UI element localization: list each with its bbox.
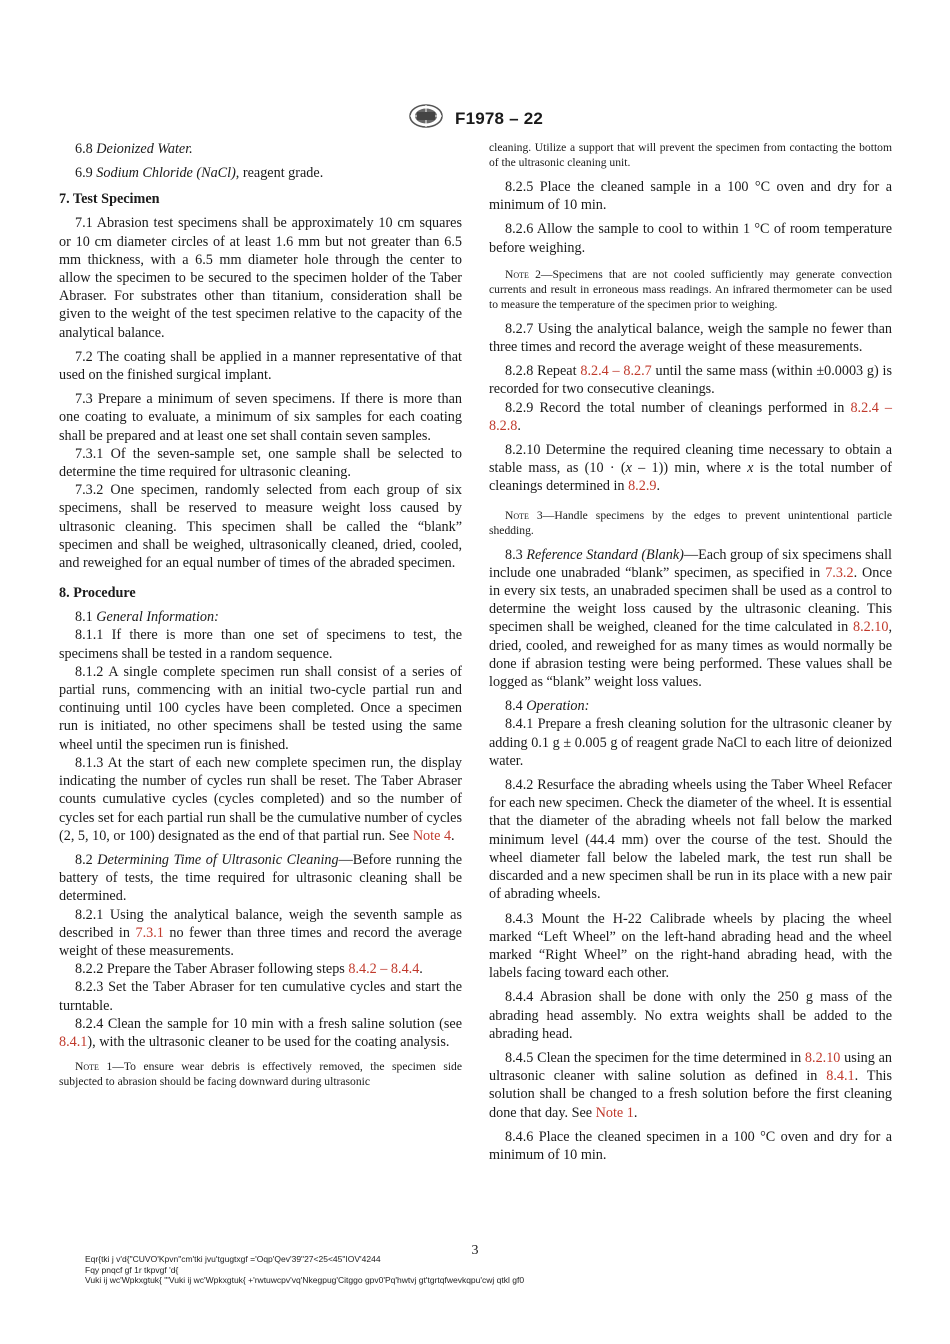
- para-7-2: 7.2 The coating shall be applied in a manner representative of that used on the finished surgical implant.: [59, 348, 462, 384]
- footer-line-1: Eqr{tki j v'd{"CUVO'Kpvn"cm'tki jvu'tgugtxgf ='Oqp'Qev'39"27<25<45"IOV'4244: [85, 1254, 381, 1264]
- para-8-2-3: 8.2.3 Set the Taber Abraser for ten cumulative cycles and start the turntable.: [59, 979, 462, 1014]
- para-8-3: 8.3 Reference Standard (Blank)—Each group of six specimens shall include one unabraded “blank” specimen, as specified in 7.3.2. Once in every six tests, an unabraded specimen shall be used as a control to determine the weight loss caused by the ultrasonic cleaning. This specimen shall be weighed, cleaned for the time calculated in 8.2.10, dried, cooled, and reweighed for as many times as would normally be done if abrasion testing were being performed. These values shall be logged as “blank” weight loss values.: [489, 546, 892, 691]
- para-8-2-5: 8.2.5 Place the cleaned sample in a 100 °C oven and dry for a minimum of 10 min.: [489, 179, 892, 214]
- license-footer: [85, 1254, 524, 1286]
- para-8-1-1: 8.1.1 If there is more than one set of specimens to test, the specimens shall be tested in a random sequence.: [59, 627, 462, 662]
- link-7-3-2[interactable]: 7.3.2: [825, 564, 854, 581]
- para-8-2-8: 8.2.8 Repeat 8.2.4 – 8.2.7 until the same mass (within ±0.0003 g) is recorded for two consecutive cleanings.: [489, 363, 892, 398]
- link-8-2-9[interactable]: 8.2.9: [628, 478, 657, 495]
- para-8-2-1: 8.2.1 Using the analytical balance, weigh the seventh sample as described in 7.3.1 no fewer than three times and record the average weight of these measurements.: [59, 906, 462, 959]
- para-8-2-9: 8.2.9 Record the total number of cleanings performed in 8.2.4 – 8.2.8.: [489, 399, 892, 434]
- link-7-3-1[interactable]: 7.3.1: [135, 924, 164, 941]
- section-8-heading: 8. Procedure: [59, 585, 136, 602]
- para-8-2-10: 8.2.10 Determine the required cleaning time necessary to obtain a stable mass, as (10 · (x – 1)) min, where x is the total number of cleanings determined in 8.2.9.: [489, 442, 892, 495]
- right-column: [489, 140, 892, 1164]
- link-8-2-4-8-2-7[interactable]: 8.2.4 – 8.2.7: [580, 363, 652, 380]
- link-8-4-2-8-4-4[interactable]: 8.4.2 – 8.4.4: [348, 961, 420, 978]
- footer-line-2: Fqy pnqcf gf 1r tkpvgf 'd{: [85, 1264, 179, 1275]
- para-8-4-4: 8.4.4 Abrasion shall be done with only the 250 g mass of the abrading head assembly. No extra weights shall be added to the abrading head.: [489, 989, 892, 1042]
- section-7-heading: 7. Test Specimen: [59, 191, 160, 208]
- para-8-2-2: 8.2.2 Prepare the Taber Abraser following steps 8.4.2 – 8.4.4.: [75, 961, 423, 978]
- note-1-continued: cleaning. Utilize a support that will prevent the specimen from contacting the bottom of the ultrasonic cleaning unit.: [489, 141, 892, 169]
- para-7-3: 7.3 Prepare a minimum of seven specimens. If there is more than one coating to evaluate, a minimum of six samples for each coating shall be prepared and at least one set shall contain seven samples.: [59, 391, 462, 444]
- para-8-4-2: 8.4.2 Resurface the abrading wheels using the Taber Wheel Refacer for each new specimen. Check the diameter of the wheel. It is essential that the diameter of the abrading wheels not fall below the marked minimum level (44.4 mm) over the course of the test. Should the wheel diameter fall below the labeled mark, the test run shall be discarded and a new specimen shall be run in its place with a new pair of abrading wheels.: [489, 777, 892, 903]
- note-1: Note 1—To ensure wear debris is effectively removed, the specimen side subjected to abrasion should be facing downward during ultrasonic: [59, 1060, 462, 1089]
- link-8-2-10[interactable]: 8.2.10: [852, 619, 889, 636]
- para-8-2: 8.2 Determining Time of Ultrasonic Cleaning—Before running the battery of tests, the time required for ultrasonic cleaning shall be determined.: [59, 851, 462, 905]
- para-8-1-3: 8.1.3 At the start of each new complete specimen run, the display indicating the number of cycles run shall be reset. The Taber Abraser counts cumulative cycles (cycles completed) and so the number of cycles set for each partial run shall be the cumulative number of cycles (2, 5, 10, or 100) designated as the end of that partial run. See Note 4.: [59, 754, 462, 844]
- para-6-8: 6.8 Deionized Water.: [75, 141, 193, 157]
- para-8-1: 8.1 General Information:: [75, 609, 219, 626]
- para-8-1-2: 8.1.2 A single complete specimen run shall consist of a series of partial runs, commencing with an initial two-cycle partial run and continuing until 100 cycles have been completed. Once a specimen run is initiated, no other specimens shall be tested using the same wheel until the specimen run is finished.: [59, 663, 462, 753]
- para-8-4-6: 8.4.6 Place the cleaned specimen in a 100 °C oven and dry for a minimum of 10 min.: [489, 1128, 892, 1163]
- note-3: Note 3—Handle specimens by the edges to prevent unintentional particle shedding.: [489, 508, 892, 537]
- page-number: 3: [471, 1243, 479, 1258]
- footer-line-3: Vuki ij wc'Wpkxgtuk{ "'Vuki ij wc'Wpkxgtuk{ +'rwtuwcpv'vq'Nkegpug'Citggo gpv0'Pq'hwtvj gt'tgrtqfwevkqpu'cwj qtkl gf0: [85, 1275, 525, 1285]
- para-8-4-3: 8.4.3 Mount the H-22 Calibrade wheels by placing the wheel marked “Left Wheel” on the left-hand abrading head and the wheel marked “Right Wheel” on the right-hand abrading head, with the labels facing toward each other.: [489, 910, 892, 982]
- link-8-4-1-b[interactable]: 8.4.1: [826, 1068, 855, 1085]
- para-8-4: 8.4 Operation:: [505, 698, 590, 715]
- para-7-3-1: 7.3.1 Of the seven-sample set, one sample shall be selected to determine the time required for ultrasonic cleaning.: [59, 445, 462, 481]
- para-8-2-4: 8.2.4 Clean the sample for 10 min with a fresh saline solution (see 8.4.1), with the ultrasonic cleaner to be used for the coating analysis.: [59, 1015, 462, 1050]
- para-6-9: 6.9 Sodium Chloride (NaCl), reagent grade.: [75, 165, 324, 182]
- astm-logo-icon: [407, 103, 445, 134]
- para-8-2-7: 8.2.7 Using the analytical balance, weigh the sample no fewer than three times and record the average weight of these measurements.: [489, 320, 892, 356]
- para-8-4-1: 8.4.1 Prepare a fresh cleaning solution for the ultrasonic cleaner by adding 0.1 g ± 0.005 g of reagent grade NaCl to each litre of deionized water.: [489, 716, 892, 769]
- page-header: [0, 103, 950, 134]
- link-8-2-10-b[interactable]: 8.2.10: [804, 1049, 841, 1066]
- para-8-2-6: 8.2.6 Allow the sample to cool to within 1 °C of room temperature before weighing.: [489, 221, 892, 256]
- left-column: [59, 140, 462, 1089]
- para-8-4-5: 8.4.5 Clean the specimen for the time determined in 8.2.10 using an ultrasonic cleaner with saline solution as defined in 8.4.1. This solution shall be changed to a fresh solution before the first cleaning done that day. See Note 1.: [489, 1049, 893, 1121]
- link-8-2-4-8-2-8[interactable]: 8.2.4 – 8.2.8: [489, 399, 892, 434]
- para-7-1: 7.1 Abrasion test specimens shall be approximately 10 cm squares or 10 cm diameter circles of at least 1.6 mm but not greater than 6.5 mm thickness, with a 6.5 mm diameter hole through the center to allow the specimen to be secured to the specimen holder of the Taber Abraser. For substrates other than titanium, consideration shall be given to the weight of the test specimen relative to the capacity of the analytical balance.: [59, 215, 462, 341]
- link-note-4[interactable]: Note 4: [412, 827, 452, 844]
- link-note-1[interactable]: Note 1: [595, 1104, 634, 1121]
- link-8-4-1[interactable]: 8.4.1: [59, 1033, 88, 1050]
- para-7-3-2: 7.3.2 One specimen, randomly selected from each group of six specimens, shall be reserved to measure weight loss caused by ultrasonic cleaning. This specimen shall be called the “blank” specimen and shall be weighed, ultrasonically cleaned, dried, cooled, and reweighed for an equal number of times of the abraded specimen.: [59, 482, 462, 572]
- note-2: Note 2—Specimens that are not cooled sufficiently may generate convection currents and result in erroneous mass readings. An infrared thermometer can be used to measure the temperature of the specimen prior to weighing.: [489, 267, 892, 311]
- standard-code: F1978 – 22: [454, 108, 543, 128]
